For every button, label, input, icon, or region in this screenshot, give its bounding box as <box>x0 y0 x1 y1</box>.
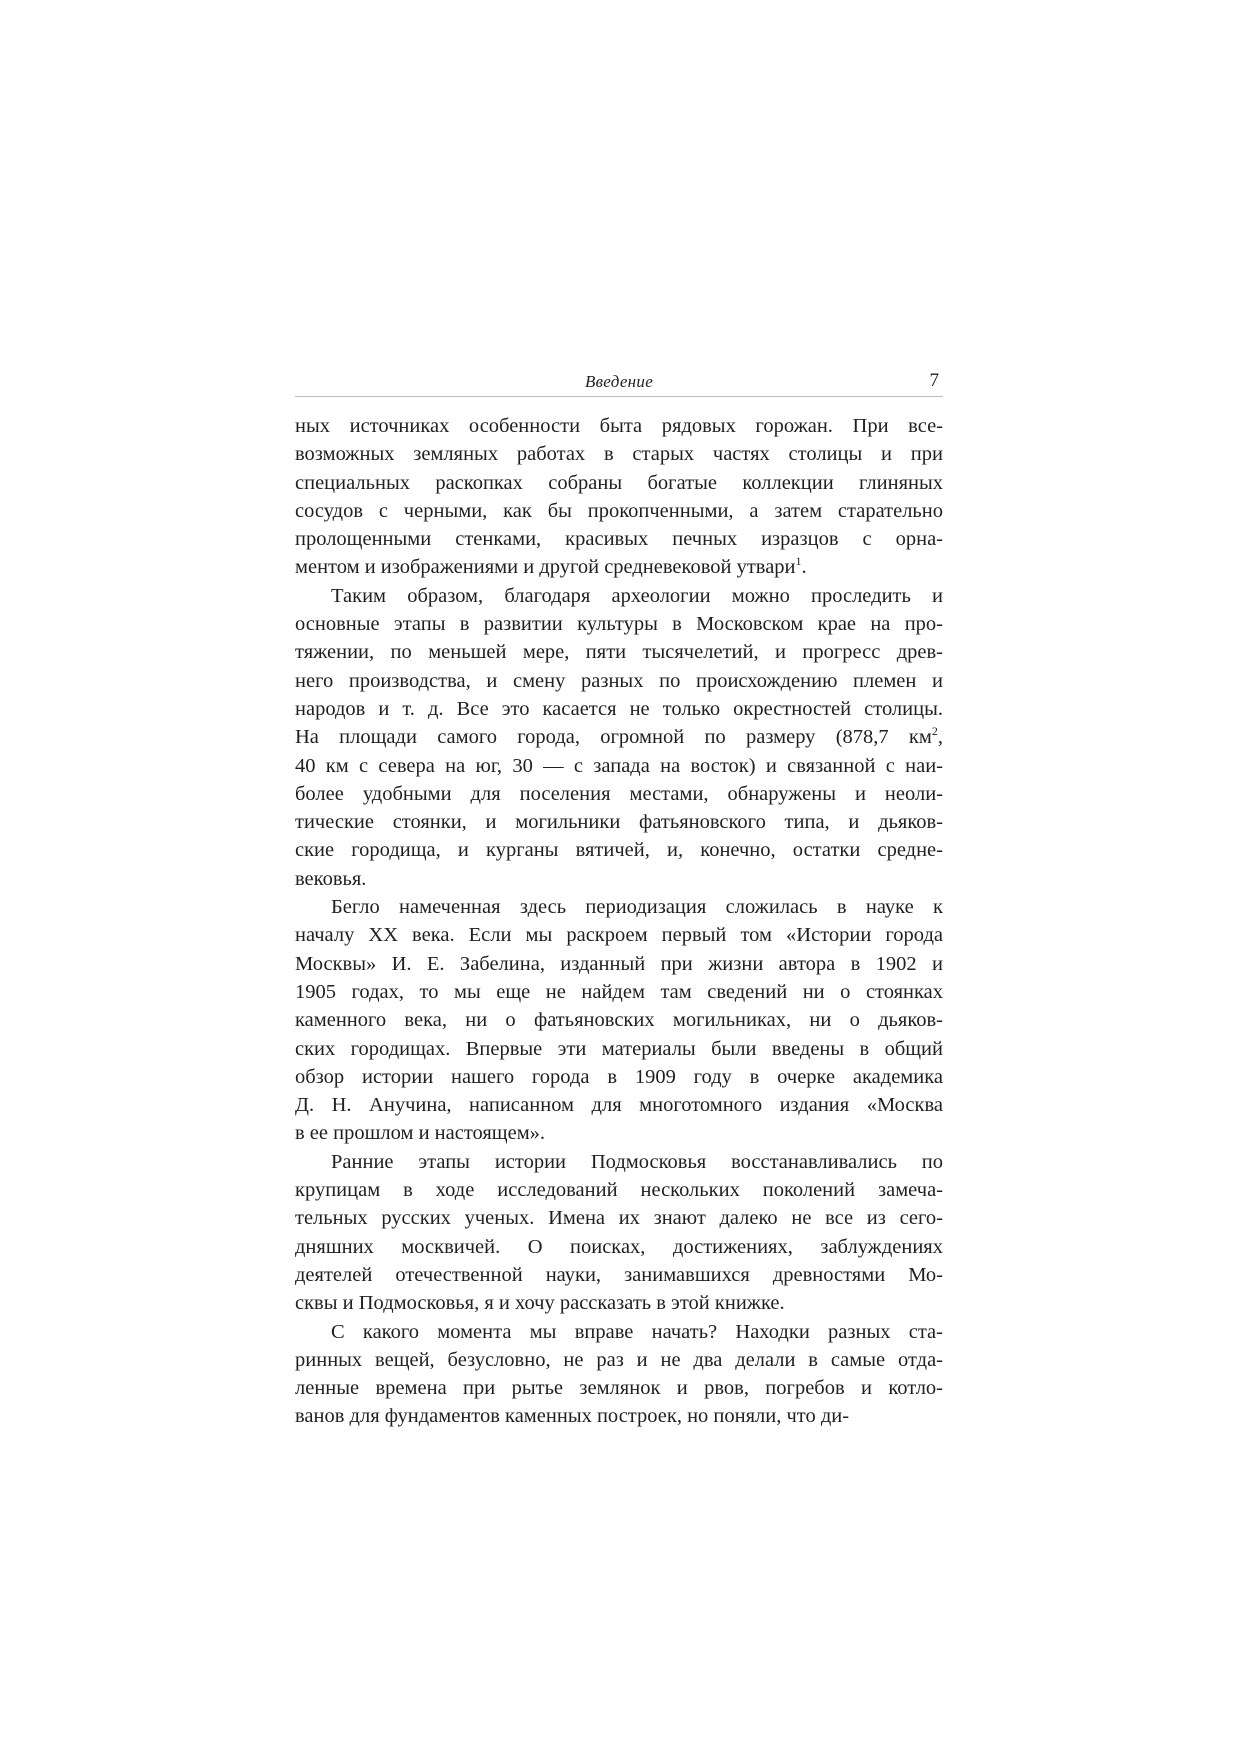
line-text: ванов для фундаментов каменных построек, но поняли, что ди- <box>295 1405 850 1428</box>
line-text: С какого момента мы вправе начать? Находки разных ста- <box>331 1320 943 1343</box>
line-text: ленные времена при рытье землянок и рвов, погребов и котло- <box>295 1377 943 1400</box>
line-text: ские городища, и курганы вятичей, и, конечно, остатки средне- <box>295 839 943 862</box>
text-line <box>295 1119 943 1147</box>
text-line <box>295 780 943 808</box>
line-text: ринных вещей, безусловно, не раз и не два делали в самые отда- <box>295 1348 943 1371</box>
text-line <box>295 1233 943 1261</box>
header-rule <box>295 396 943 397</box>
text-line <box>295 1091 943 1119</box>
line-text: каменного века, ни о фатьяновских могильниках, ни о дьяков- <box>295 1009 943 1032</box>
line-text: сквы и Подмосковья, я и хочу рассказать в этой книжке. <box>295 1292 785 1315</box>
text-line <box>295 1035 943 1063</box>
line-text: дняшних москвичей. О поисках, достижениях, заблуждениях <box>295 1235 943 1258</box>
text-line <box>295 1063 943 1091</box>
line-text: Таким образом, благодаря археологии можно проследить и <box>331 584 943 607</box>
text-line <box>295 1006 943 1034</box>
text-line <box>295 1402 943 1430</box>
text-line <box>295 1346 943 1374</box>
text-line <box>295 1204 943 1232</box>
text-line <box>295 1148 943 1176</box>
line-text: вековья. <box>295 867 367 890</box>
paragraph <box>295 1148 943 1318</box>
line-text: 40 км с севера на юг, 30 — с запада на восток) и связанной с наи- <box>295 754 943 777</box>
text-line <box>295 723 943 751</box>
text-line <box>295 412 943 440</box>
running-header <box>295 370 943 398</box>
line-text: основные этапы в развитии культуры в Московском крае на про- <box>295 613 943 636</box>
text-line <box>295 497 943 525</box>
line-text: возможных земляных работах в старых частях столицы и при <box>295 443 943 466</box>
text-line <box>295 1261 943 1289</box>
line-punctuation: , <box>937 726 943 749</box>
text-line <box>295 440 943 468</box>
text-line <box>295 752 943 780</box>
line-text: пролощенными стенками, красивых печных изразцов с орна- <box>295 528 943 551</box>
line-text: ментом и изображениями и другой средневековой утвари <box>295 556 796 579</box>
text-line <box>295 610 943 638</box>
line-punctuation: . <box>801 556 807 579</box>
paragraph <box>295 1318 943 1431</box>
line-text: Ранние этапы истории Подмосковья восстанавливались по <box>331 1150 943 1173</box>
footnote-marker: 2 <box>931 724 938 739</box>
paragraph <box>295 412 943 582</box>
line-text: деятелей отечественной науки, занимавшихся древностями Мо- <box>295 1263 943 1286</box>
line-text: специальных раскопках собраны богатые коллекции глиняных <box>295 471 943 494</box>
line-text: тельных русских ученых. Имена их знают далеко не все из сего- <box>295 1207 943 1230</box>
line-text: народов и т. д. Все это касается не только окрестностей столицы. <box>295 697 943 720</box>
line-text: более удобными для поселения местами, обнаружены и неоли- <box>295 782 943 805</box>
line-text: крупицам в ходе исследований нескольких поколений замеча- <box>295 1179 943 1202</box>
text-line <box>295 1374 943 1402</box>
line-text: него производства, и смену разных по происхождению племен и <box>295 669 943 692</box>
text-line <box>295 667 943 695</box>
text-line <box>295 1289 943 1317</box>
line-text: сосудов с черными, как бы прокопченными, а затем старательно <box>295 499 943 522</box>
line-text: Д. Н. Анучина, написанном для многотомного издания «Москва <box>295 1094 943 1117</box>
text-line <box>295 836 943 864</box>
text-line <box>295 695 943 723</box>
text-line <box>295 950 943 978</box>
footnote-marker: 1 <box>795 554 802 569</box>
line-text: ских городищах. Впервые эти материалы были введены в общий <box>295 1037 943 1060</box>
text-line <box>295 808 943 836</box>
body-text <box>295 412 943 1431</box>
line-text: обзор истории нашего города в 1909 году в очерке академика <box>295 1065 943 1088</box>
text-line <box>295 525 943 553</box>
line-text: тические стоянки, и могильники фатьяновского типа, и дьяков- <box>295 811 943 834</box>
line-text: ных источниках особенности быта рядовых горожан. При все- <box>295 415 943 437</box>
text-line <box>295 893 943 921</box>
text-line <box>295 553 943 581</box>
text-line <box>295 978 943 1006</box>
text-line <box>295 1176 943 1204</box>
line-text: тяжении, по меньшей мере, пяти тысячелетий, и прогресс древ- <box>295 641 943 664</box>
line-text: в ее прошлом и настоящем». <box>295 1122 546 1145</box>
running-title: Введение <box>584 372 654 391</box>
paragraph <box>295 893 943 1148</box>
line-text: На площади самого города, огромной по размеру (878,7 км <box>295 726 932 749</box>
text-line <box>295 469 943 497</box>
text-line <box>295 1318 943 1346</box>
line-text: Москвы» И. Е. Забелина, изданный при жизни автора в 1902 и <box>295 952 943 975</box>
line-text: началу XX века. Если мы раскроем первый том «Истории города <box>295 924 943 947</box>
text-line <box>295 638 943 666</box>
text-line <box>295 865 943 893</box>
text-line <box>295 582 943 610</box>
text-line <box>295 921 943 949</box>
page-number: 7 <box>929 370 939 391</box>
paragraph <box>295 582 943 893</box>
line-text: 1905 годах, то мы еще не найдем там сведений ни о стоянках <box>295 980 943 1003</box>
line-text: Бегло намеченная здесь периодизация сложилась в науке к <box>331 896 943 919</box>
